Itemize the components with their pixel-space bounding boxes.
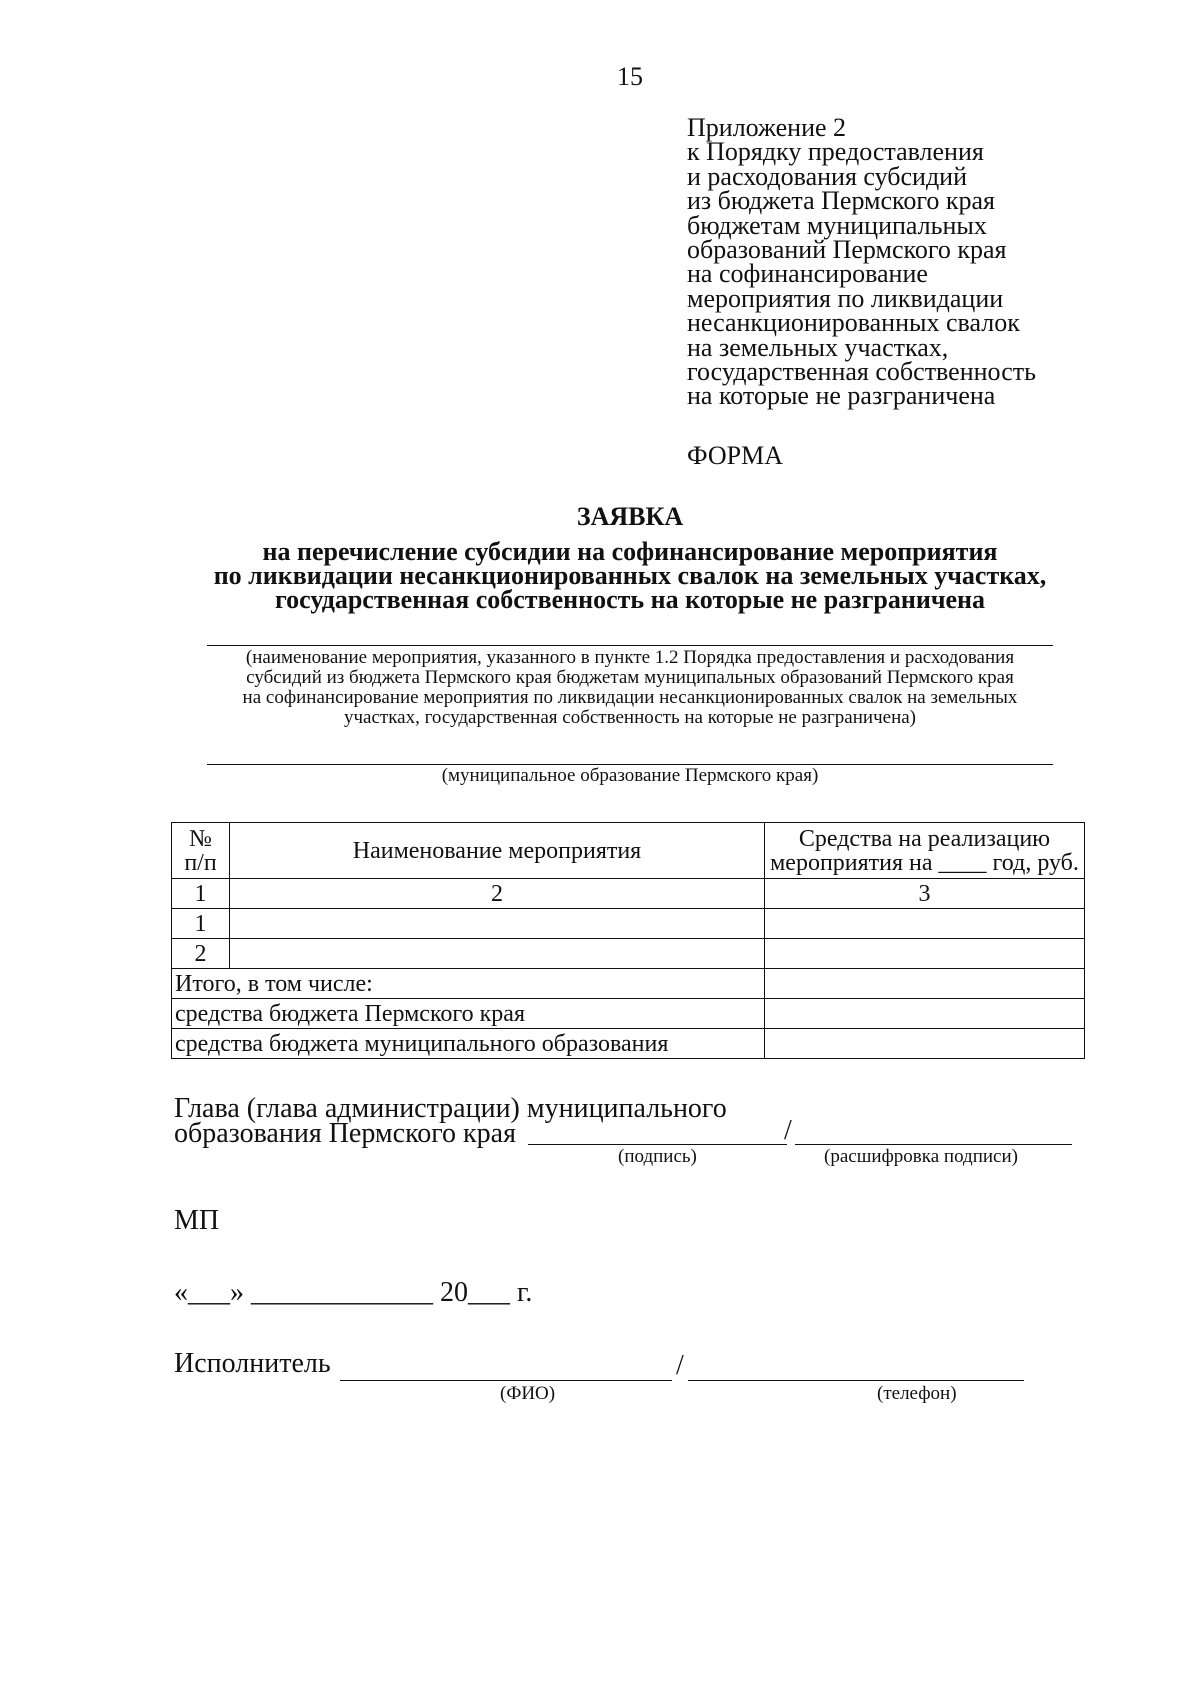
signature-decode-line[interactable]	[795, 1144, 1072, 1145]
year-blank[interactable]: ___	[468, 1277, 510, 1308]
caption-line: (наименование мероприятия, указанного в пункте 1.2 Порядка предоставления и расходования	[245, 647, 1015, 668]
subtitle-line: по ликвидации несанкционированных свалок на земельных участках,	[213, 561, 1047, 590]
municipal-budget-label: средства бюджета муниципального образования	[172, 1029, 765, 1059]
signature-slash: /	[784, 1115, 792, 1146]
signature-line[interactable]	[528, 1144, 787, 1145]
stamp-place: МП	[174, 1205, 220, 1236]
total-row	[172, 969, 1085, 999]
caption-line: участках, государственная собственность на которые не разграничена)	[344, 707, 916, 728]
form-label: ФОРМА	[687, 441, 783, 470]
appendix-line: из бюджета Пермского края	[687, 186, 996, 216]
table-row	[172, 909, 1085, 939]
subtitle-line: на перечисление субсидии на софинансирование мероприятия	[262, 537, 998, 566]
fio-caption: (ФИО)	[500, 1383, 556, 1404]
document-title: ЗАЯВКА	[576, 502, 684, 531]
date-line: «___» _____________ 20___ г.	[174, 1277, 533, 1308]
head-title	[174, 1093, 727, 1149]
funds-cell[interactable]	[765, 939, 1085, 969]
column-number: 3	[765, 879, 1085, 909]
table-header-row	[172, 823, 1085, 879]
event-name-line[interactable]	[207, 645, 1053, 646]
appendix-line: на софинансирование	[687, 259, 928, 289]
municipality-caption: (муниципальное образование Пермского края)	[441, 765, 819, 786]
regional-budget-label: средства бюджета Пермского края	[172, 999, 765, 1029]
month-blank[interactable]: _____________	[251, 1277, 433, 1308]
appendix-line: на которые не разграничена	[687, 381, 996, 411]
header-event-name: Наименование мероприятия	[230, 823, 765, 879]
appendix-line: и расходования субсидий	[687, 161, 967, 191]
executor-fio-line[interactable]	[340, 1380, 672, 1381]
row-number: 1	[172, 909, 230, 939]
event-name-cell[interactable]	[230, 909, 765, 939]
head-title-line: Глава (глава администрации) муниципального	[174, 1093, 727, 1124]
appendix-line: к Порядку предоставления	[687, 137, 984, 167]
signature-decode-caption: (расшифровка подписи)	[824, 1146, 1018, 1167]
funds-table	[171, 822, 1085, 1059]
appendix-line: образований Пермского края	[687, 235, 1007, 265]
caption-line: на софинансирование мероприятия по ликвидации несанкционированных свалок на земельных	[242, 687, 1018, 708]
event-name-cell[interactable]	[230, 939, 765, 969]
caption-line: субсидий из бюджета Пермского края бюджетам муниципальных образований Пермского края	[246, 667, 1014, 688]
appendix-line: на земельных участках,	[687, 332, 949, 362]
subtitle-line: государственная собственность на которые не разграничена	[274, 585, 986, 614]
year-blank[interactable]: ____	[938, 849, 987, 876]
regional-budget-row	[172, 999, 1085, 1029]
appendix-line: бюджетам муниципальных	[687, 210, 987, 240]
head-title-line: образования Пермского края	[174, 1118, 516, 1149]
municipal-budget-row	[172, 1029, 1085, 1059]
total-funds-cell[interactable]	[765, 969, 1085, 999]
municipal-funds-cell[interactable]	[765, 1029, 1085, 1059]
row-number: 2	[172, 939, 230, 969]
day-blank[interactable]: ___	[188, 1277, 230, 1308]
funds-cell[interactable]	[765, 909, 1085, 939]
appendix-line: государственная собственность	[687, 357, 1036, 387]
executor-phone-line[interactable]	[688, 1380, 1024, 1381]
event-name-caption	[0, 648, 1200, 728]
signature-caption: (подпись)	[618, 1146, 697, 1167]
total-label: Итого, в том числе:	[172, 969, 765, 999]
page-number: 15	[617, 62, 643, 91]
column-number: 1	[172, 879, 230, 909]
appendix-reference	[687, 113, 1036, 411]
column-number-row	[172, 879, 1085, 909]
executor-label: Исполнитель	[174, 1348, 331, 1379]
executor-slash: /	[676, 1350, 684, 1381]
document-subtitle	[0, 537, 1200, 614]
header-number: № п/п	[172, 823, 230, 879]
header-funds: Средства на реализацию мероприятия на ____ год, руб.	[765, 823, 1085, 879]
appendix-line: несанкционированных свалок	[687, 308, 1020, 338]
phone-caption: (телефон)	[877, 1383, 957, 1404]
regional-funds-cell[interactable]	[765, 999, 1085, 1029]
table-row	[172, 939, 1085, 969]
column-number: 2	[230, 879, 765, 909]
appendix-line: мероприятия по ликвидации	[687, 283, 1004, 313]
appendix-line: Приложение 2	[687, 113, 847, 142]
